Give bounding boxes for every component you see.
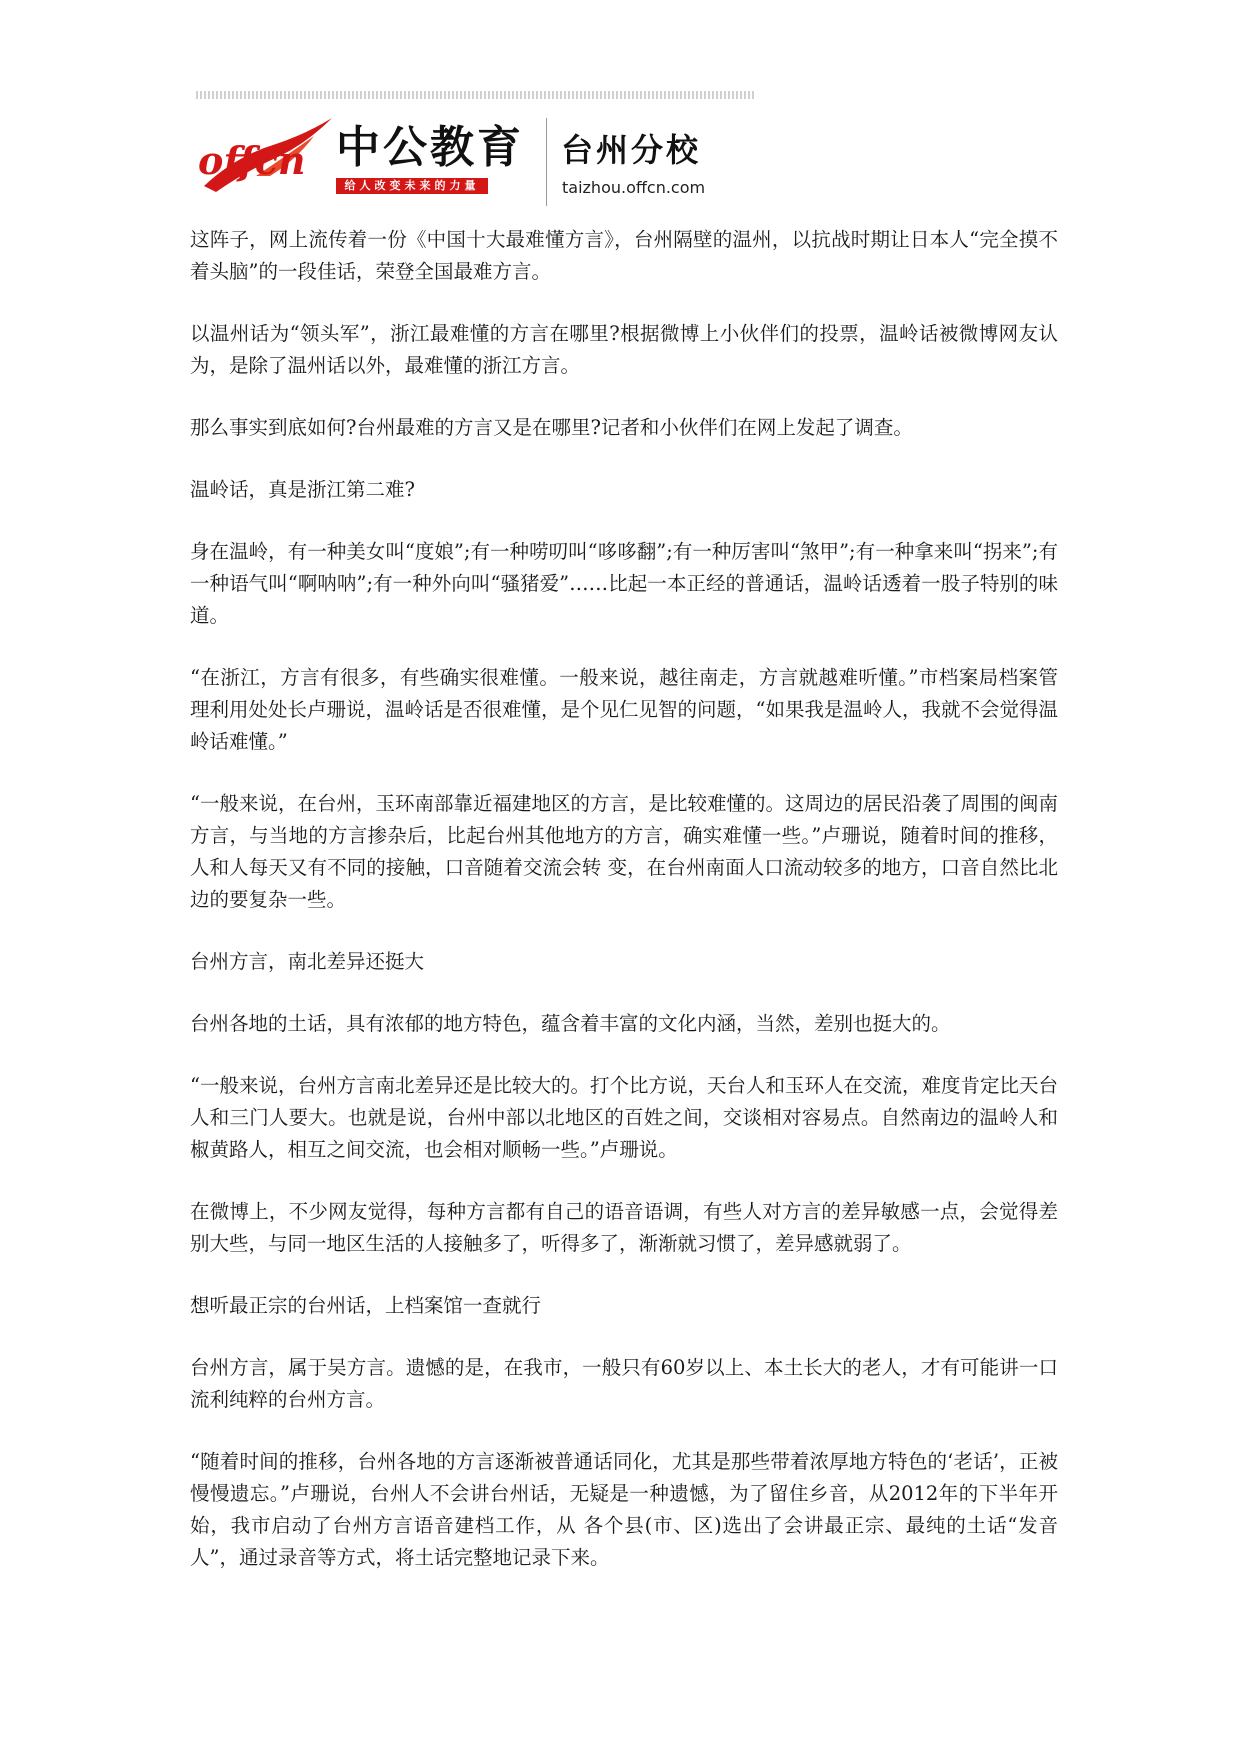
article-paragraph: 在微博上，不少网友觉得，每种方言都有自己的语音语调，有些人对方言的差异敏感一点，会觉得差别大些，与同一地区生活的人接触多了，听得多了，渐渐就习惯了，差异感就弱了。 [190, 1200, 1058, 1255]
section-heading: 台州方言，南北差异还挺大 [190, 950, 425, 973]
section-heading: 想听最正宗的台州话，上档案馆一查就行 [190, 1294, 542, 1317]
brand-slogan: 给人改变未来的力量 [336, 178, 488, 194]
top-dotted-rule [196, 91, 756, 99]
article-paragraph: 那么事实到底如何?台州最难的方言又是在哪里?记者和小伙伴们在网上发起了调查。 [190, 416, 913, 439]
offcn-logo-icon [196, 116, 336, 196]
article-paragraph: “在浙江，方言有很多，有些确实很难懂。一般来说，越往南走，方言就越难听懂。”市档案局档案管理利用处处长卢珊说，温岭话是否很难懂，是个见仁见智的问题，“如果我是温岭人，我就不会觉得温岭话难懂。” [190, 666, 1058, 753]
brand-name: 中公教育 [336, 122, 524, 173]
header-divider [546, 118, 547, 206]
branch-name: 台州分校 [561, 131, 702, 169]
article-paragraph: 台州方言，属于吴方言。遗憾的是，在我市，一般只有60岁以上、本土长大的老人，才有可能讲一口流利纯粹的台州方言。 [190, 1356, 1058, 1411]
article-paragraph: 身在温岭，有一种美女叫“度娘”;有一种唠叨叫“哆哆翻”;有一种厉害叫“煞甲”;有一种拿来叫“拐来”;有一种语气叫“啊呐呐”;有一种外向叫“骚猪爱”……比起一本正经的普通话，温岭话透着一股子特别的味道。 [190, 540, 1058, 627]
article-paragraph: “一般来说，在台州，玉环南部靠近福建地区的方言，是比较难懂的。这周边的居民沿袭了周围的闽南方言，与当地的方言掺杂后，比起台州其他地方的方言，确实难懂一些。”卢珊说，随着时间的推移，人和人每天又有不同的接触，口音随着交流会转 变，在台州南面人口流动较多的地方，口音自然比北边的要复杂一些。 [190, 792, 1058, 911]
logo-latin-text: offcn [198, 138, 306, 183]
article-paragraph: 这阵子，网上流传着一份《中国十大最难懂方言》，台州隔壁的温州，以抗战时期让日本人“完全摸不着头脑”的一段佳话，荣登全国最难方言。 [190, 228, 1058, 283]
branch-url: taizhou.offcn.com [562, 178, 706, 197]
article-body [190, 224, 1058, 1604]
article-paragraph: “随着时间的推移，台州各地的方言逐渐被普通话同化，尤其是那些带着浓厚地方特色的‘老话’，正被慢慢遗忘。”卢珊说，台州人不会讲台州话，无疑是一种遗憾，为了留住乡音，从2012年的下半年开始，我市启动了台州方言语音建档工作，从 各个县(市、区)选出了会讲最正宗、最纯的土话“发音人”，通过录音等方式，将土话完整地记录下来。 [190, 1450, 1058, 1569]
section-heading: 温岭话，真是浙江第二难? [190, 478, 415, 501]
article-paragraph: “一般来说，台州方言南北差异还是比较大的。打个比方说，天台人和玉环人在交流，难度肯定比天台人和三门人要大。也就是说，台州中部以北地区的百姓之间，交谈相对容易点。自然南边的温岭人和椒黄路人，相互之间交流，也会相对顺畅一些。”卢珊说。 [190, 1074, 1058, 1161]
page-header [196, 112, 756, 208]
article-paragraph: 以温州话为“领头军”，浙江最难懂的方言在哪里?根据微博上小伙伴们的投票，温岭话被微博网友认为，是除了温州话以外，最难懂的浙江方言。 [190, 322, 1058, 377]
article-paragraph: 台州各地的土话，具有浓郁的地方特色，蕴含着丰富的文化内涵，当然，差别也挺大的。 [190, 1012, 951, 1035]
